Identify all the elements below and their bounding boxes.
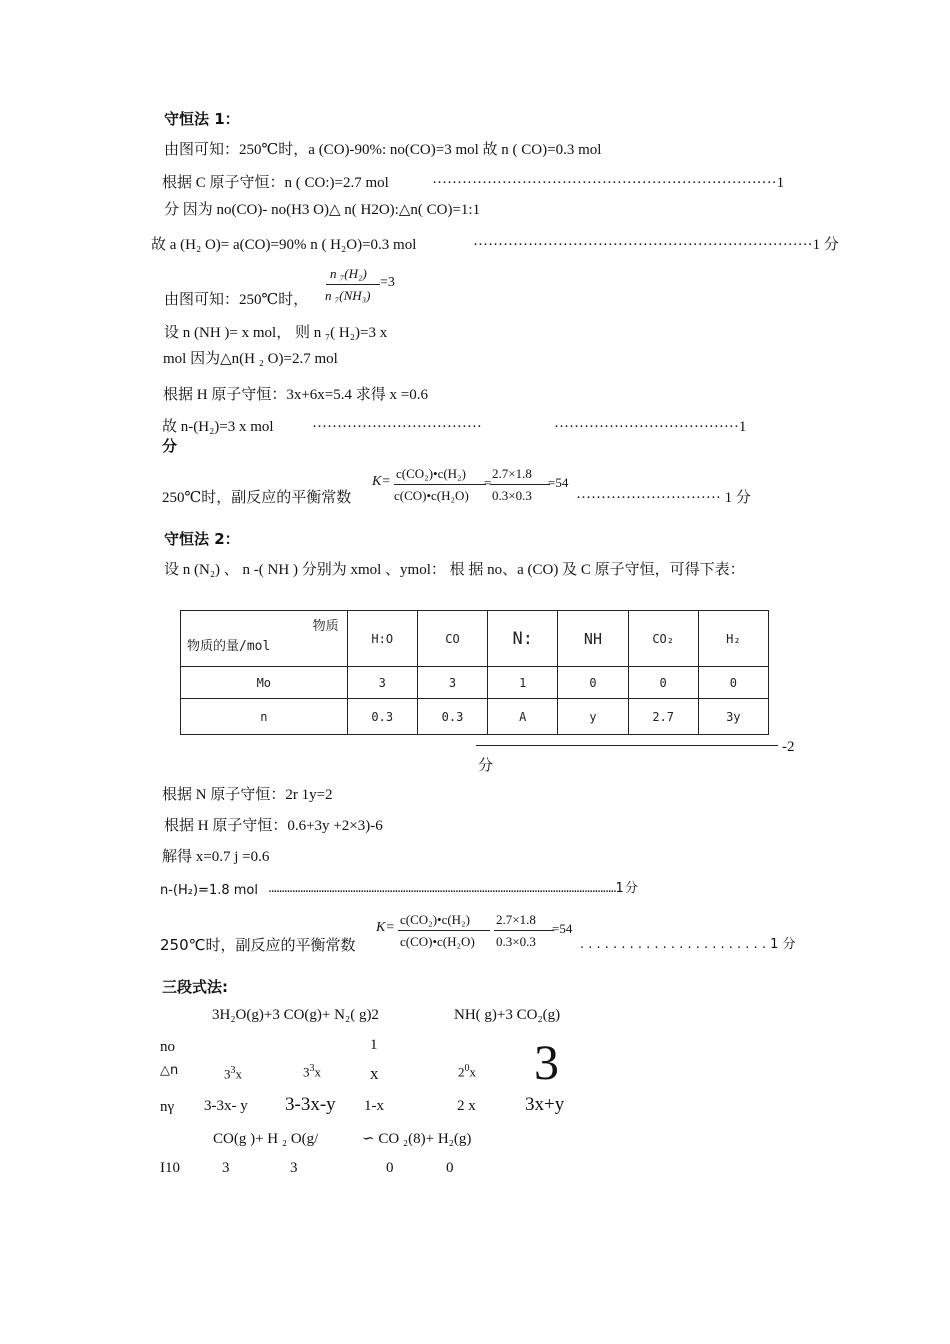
table-cell: 0 — [698, 667, 768, 699]
table-header-cell: CO₂ — [628, 611, 698, 667]
row-ny-b: 3-3x-y — [285, 1094, 336, 1115]
score-fen: 分 — [478, 758, 494, 774]
row-i10-a: 3 — [222, 1160, 230, 1176]
table-cell: 3 — [417, 667, 487, 699]
k1-numerator-value: 2.7×1.8 — [492, 466, 532, 481]
k1-denominator: c(CO)•c(H₂O) — [394, 488, 469, 503]
table-header-row — [181, 611, 769, 667]
row-no-big-3: 3 — [534, 1034, 559, 1090]
table-cell: 3 — [347, 667, 417, 699]
reaction-2-left: CO(g )+ H ₂ O(g/ — [213, 1131, 319, 1147]
ratio-equals: =3 — [380, 275, 395, 290]
equilibrium-constant-1 — [372, 466, 572, 508]
m2-line-2: 根据 N 原子守恒：2r 1y=2 — [162, 787, 333, 803]
table-header-cell: H:O — [347, 611, 417, 667]
row-ny-e: 3x+y — [525, 1094, 565, 1115]
k2-denominator-value: 0.3×0.3 — [496, 934, 536, 949]
row-i10-label: I10 — [160, 1160, 180, 1176]
m1-line-4-dots: ····································································1 分 — [473, 237, 839, 253]
table-cell: y — [558, 699, 628, 735]
table-cell: 3y — [698, 699, 768, 735]
corner-top: 物质 — [312, 619, 339, 634]
m1-line-8: 根据 H 原子守恒：3x+6x=5.4 求得 x =0.6 — [163, 387, 428, 403]
table-header-cell: NH — [558, 611, 628, 667]
row-dn-b: $3^3x$ — [303, 1063, 321, 1080]
k2-lhs: K= — [376, 920, 395, 935]
reaction-1-right: NH( g)+3 CO₂(g) — [454, 1007, 561, 1023]
m1-line-7: mol 因为△n(H ₂ O)=2.7 mol — [163, 351, 338, 367]
k1-denominator-value: 0.3×0.3 — [492, 488, 532, 503]
row-ny-c: 1-x — [364, 1098, 384, 1114]
m2-line-3: 根据 H 原子守恒：0.6+3y +2×3)-6 — [164, 818, 383, 834]
k1-bar-2 — [490, 484, 550, 485]
m2-line-1: 设 n (N₂) 、 n -( NH ) 分别为 xmol 、ymol： 根 据 no、a (CO) 及 C 原子守恒，可得下表： — [164, 562, 745, 578]
m1-line-1: 由图可知：250℃时，a (CO)-90%: no(CO)=3 mol 故 n ( CO)=0.3 mol — [164, 142, 602, 158]
row-i10-c: 0 — [386, 1160, 394, 1176]
substance-amount-table — [180, 610, 769, 735]
table-row — [181, 699, 769, 735]
m2-line-4: 解得 x=0.7 j =0.6 — [162, 849, 270, 865]
m1-line-5: 由图可知：250℃时， — [164, 292, 309, 308]
m2-line-5-dots: ....................................................................................................................................1 分 — [268, 881, 637, 896]
row-ny-a: 3-3x- y — [204, 1098, 248, 1114]
m1-line-9: 故 n-(H₂)=3 x mol — [162, 419, 274, 435]
reaction-1-left: 3H₂O(g)+3 CO(g)+ N₂( g)2 — [212, 1007, 379, 1023]
row-i10-b: 3 — [290, 1160, 298, 1176]
row-dn-d: $2^0x$ — [458, 1063, 476, 1080]
row-ny-label: nγ — [160, 1099, 175, 1115]
table-header-cell: H₂ — [698, 611, 768, 667]
k1-bar — [394, 484, 486, 485]
method2-heading: 守恒法 2： — [164, 530, 240, 548]
reaction-2-right: ∽ CO ₂(8)+ H₂(g) — [362, 1131, 472, 1147]
table-cell: 1 — [488, 667, 558, 699]
table-row — [181, 667, 769, 699]
m1-line-4: 故 a (H₂ O)= a(CO)=90% n ( H₂O)=0.3 mol — [151, 237, 417, 253]
m1-line-6: 设 n (NH )= x mol， 则 n ₇( H₂)=3 x — [164, 325, 388, 341]
row-i10-d: 0 — [446, 1160, 454, 1176]
m1-line-9-dots-2: ·····································1 — [554, 419, 747, 435]
m2-line-5: n-(H₂)=1.8 mol — [160, 883, 258, 898]
m2-line-6-dots: . . . . . . . . . . . . . . . . . . . . . . . 1 分 — [580, 937, 796, 952]
table-row-label: n — [181, 699, 348, 735]
ratio-numerator: n ₇(H₂) — [330, 266, 367, 281]
k2-denominator: c(CO)•c(H₂O) — [400, 934, 475, 949]
k1-numerator: c(CO₂)•c(H₂) — [396, 466, 466, 481]
ratio-denominator: n ₇(NH₃) — [325, 288, 371, 303]
m1-line-2: 根据 C 原子守恒：n ( CO:)=2.7 mol — [162, 175, 389, 191]
corner-bottom: 物质的量/mol — [187, 639, 271, 654]
table-row-label: Mo — [181, 667, 348, 699]
method3-heading: 三段式法: — [162, 978, 228, 996]
method1-heading: 守恒法 1： — [164, 110, 240, 128]
score-value: -2 — [782, 739, 795, 755]
row-dn-a: $3^3x$ — [224, 1065, 242, 1082]
k2-numerator: c(CO₂)•c(H₂) — [400, 912, 470, 927]
row-dn-c: x — [370, 1064, 379, 1083]
score-rule-line — [476, 745, 778, 746]
table-cell: 2.7 — [628, 699, 698, 735]
k2-bar — [398, 930, 490, 931]
ratio-fraction — [322, 266, 402, 306]
row-ny-d: 2 x — [457, 1098, 476, 1114]
equilibrium-constant-2 — [376, 912, 576, 954]
m1-line-10: 分 — [162, 437, 178, 455]
table-cell: 0 — [558, 667, 628, 699]
k2-result: =54 — [552, 921, 573, 936]
m1-line-9-dots-1: ·································· — [312, 419, 482, 435]
k1-lhs: K= — [372, 474, 391, 489]
m2-line-6: 250℃时，副反应的平衡常数 — [160, 936, 356, 954]
k1-equals: = — [484, 475, 492, 490]
k2-numerator-value: 2.7×1.8 — [496, 912, 536, 927]
row-no-n2: 1 — [370, 1037, 378, 1053]
m1-line-2-dots: ·····································································1 — [432, 175, 785, 191]
table-header-cell: N: — [488, 611, 558, 667]
m1-line-11-dots: ····························· 1 分 — [576, 490, 751, 506]
table-cell: 0.3 — [347, 699, 417, 735]
row-dn-label: △n — [160, 1063, 179, 1078]
k1-result: =54 — [548, 475, 569, 490]
table-cell: 0.3 — [417, 699, 487, 735]
table-cell: A — [488, 699, 558, 735]
ratio-bar — [326, 284, 380, 285]
table-corner-cell — [181, 611, 348, 667]
table-header-cell: CO — [417, 611, 487, 667]
row-no-label: no — [160, 1039, 175, 1055]
k2-bar-2 — [494, 930, 554, 931]
m1-line-11: 250℃时，副反应的平衡常数 — [162, 490, 352, 506]
table-cell: 0 — [628, 667, 698, 699]
m1-line-3: 分 因为 no(CO)- no(H3 O)△ n( H2O):△n( CO)=1:1 — [164, 202, 481, 218]
